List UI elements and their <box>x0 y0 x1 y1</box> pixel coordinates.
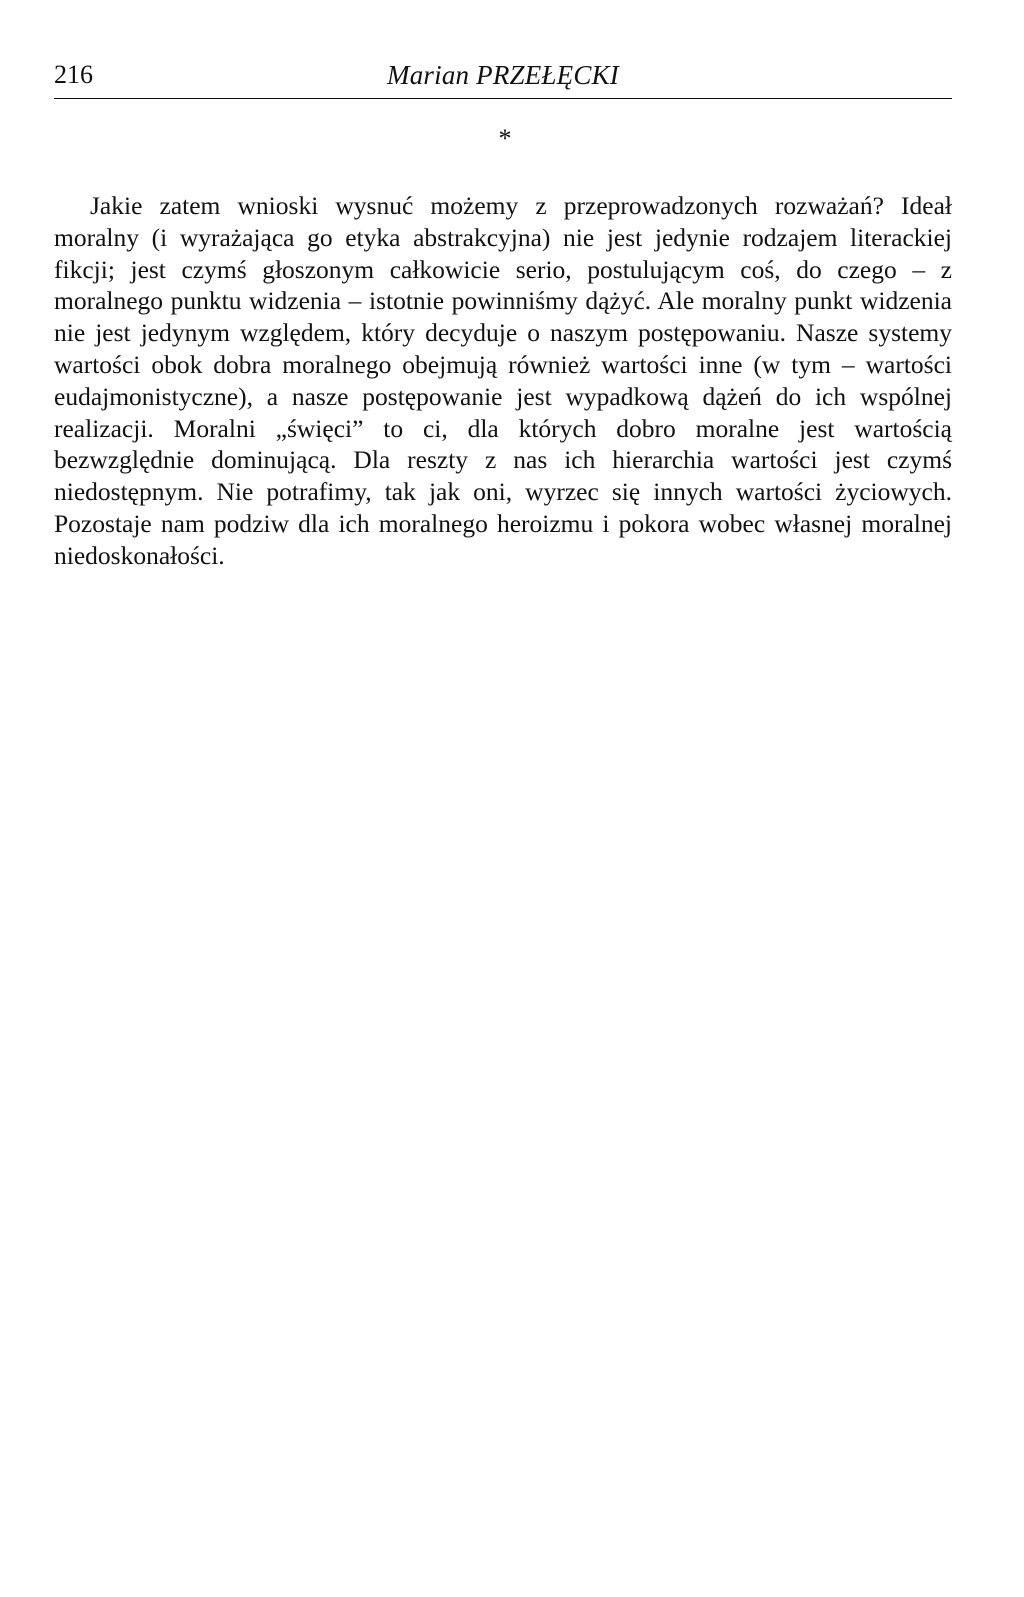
page-number: 216 <box>54 60 93 89</box>
section-separator: * <box>498 124 512 153</box>
running-title: Marian PRZEŁĘCKI <box>387 60 619 90</box>
body-paragraph: Jakie zatem wnioski wysnuć możemy z przeprowadzonych rozważań? Ideał moralny (i wyrażająca go etyka abstrakcyjna) nie jest jedynie rodzajem literackiej fikcji; jest czymś głoszonym całkowicie serio, postulującym coś, do czego – z moralnego punktu widzenia – istotnie powinniśmy dążyć. Ale moralny punkt widzenia nie jest jedynym względem, który decyduje o naszym postępowaniu. Nasze systemy wartości obok dobra moralnego obejmują również wartości inne (w tym – wartości eudajmonistyczne), a nasze postępowanie jest wypadkową dążeń do ich wspólnej realizacji. Moralni „święci” to ci, dla których dobro moralne jest wartością bezwzględnie dominującą. Dla reszty z nas ich hierarchia wartości jest czymś niedostępnym. Nie potrafimy, tak jak oni, wyrzec się innych wartości życiowych. Pozostaje nam podziw dla ich moralnego heroizmu i pokora wobec własnej moralnej niedoskonałości. <box>54 191 952 570</box>
page-header <box>54 58 952 99</box>
